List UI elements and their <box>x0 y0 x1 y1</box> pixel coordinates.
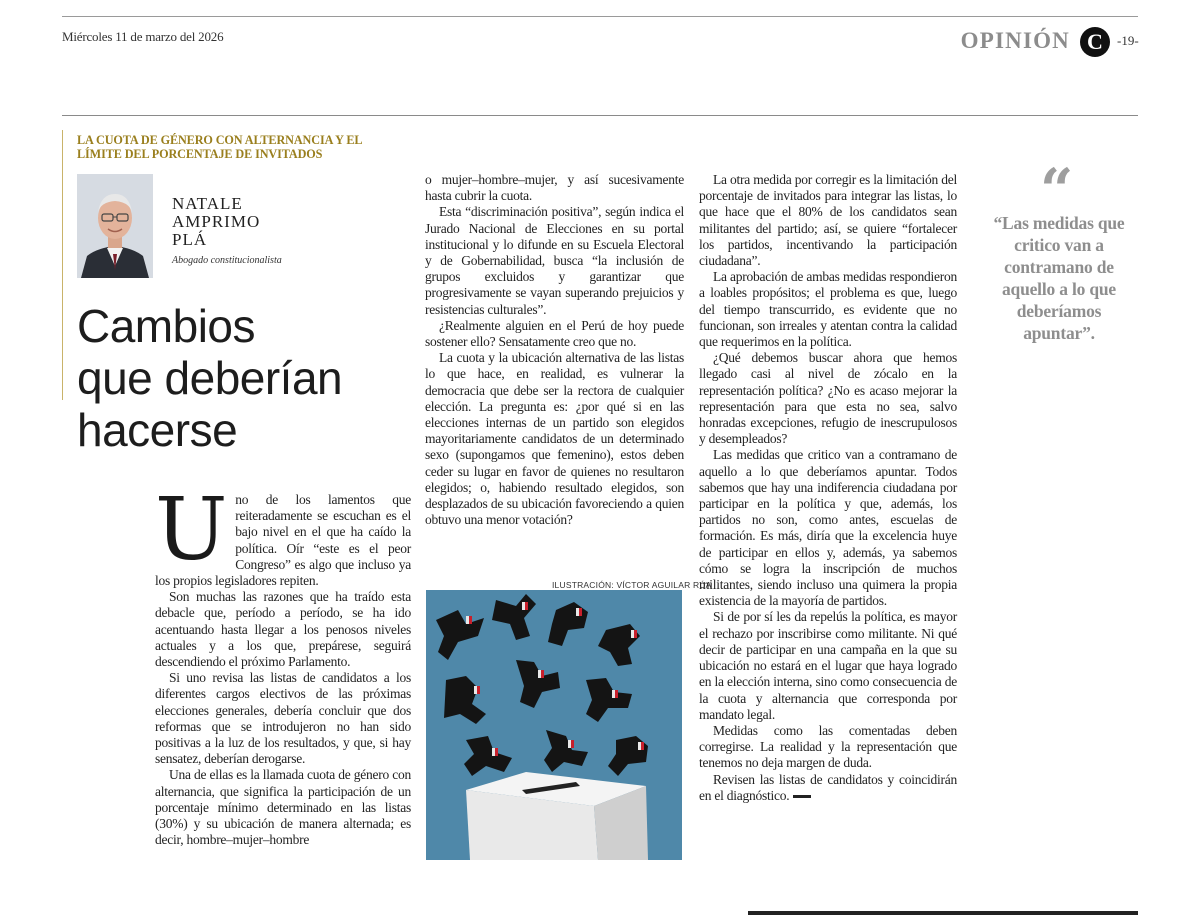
bottom-rule <box>748 911 1138 915</box>
paragraph <box>155 480 411 589</box>
paragraph: Si de por sí les da repelús la política, es mayor el rechazo por inscribirse como militante. Ni qué decir de participar en una campaña en la que su ubicación no estará en el lugar que haya logrado en la elección interna, sino como consecuencia de la cuota y alternancia que corresponda por mandato legal. <box>699 609 957 722</box>
illustration-credit: ILUSTRACIÓN: VÍCTOR AGUILAR RÚA <box>552 580 712 590</box>
body-column-1 <box>155 480 411 848</box>
author-name-line: NATALE <box>172 194 243 213</box>
paragraph-text: no de los lamentos que reiteradamente se escuchan es el bajo nivel en el que ha caído la política. Oír “este es el peor Congreso” es algo que incluso ya los propios legisladores repiten. <box>155 492 411 589</box>
author-name-line: PLÁ <box>172 230 208 249</box>
headline-line: hacerse <box>77 404 238 456</box>
drop-cap: U <box>155 480 228 580</box>
end-mark-icon <box>793 795 811 798</box>
author-name <box>172 195 372 249</box>
paragraph: Una de ellas es la llamada cuota de género con alternancia, que significa la participación de un porcentaje mínimo determinado en las listas (30%) y su ubicación de manera alternada; es decir, hombre–mujer–hombre <box>155 767 411 848</box>
author-photo <box>77 174 153 278</box>
paragraph: La otra medida por corregir es la limitación del porcentaje de invitados para integrar las listas, lo que hace que el 80% de los candidatos sean militantes del partido; así, se quiere “fortalecer los partidos, incentivando la participación ciudadana”. <box>699 172 957 269</box>
paragraph-text: Revisen las listas de candidatos y coincidirán en el diagnóstico. <box>699 771 957 803</box>
headline-line: Cambios <box>77 300 256 352</box>
paragraph: La aprobación de ambas medidas respondieron a loables propósitos; el problema es que, luego del tiempo transcurrido, es evidente que no funcionan, son irreales y atentan contra la calidad que requerimos en la política. <box>699 269 957 350</box>
ballot-box-illustration <box>426 590 682 860</box>
body-column-2 <box>425 172 684 528</box>
author-role: Abogado constitucionalista <box>172 255 282 266</box>
column-accent-line <box>62 130 63 400</box>
ballot-figures-icon <box>426 590 682 860</box>
paragraph: o mujer–hombre–mujer, y así sucesivamente hasta cubrir la cuota. <box>425 172 684 204</box>
top-rule <box>62 16 1138 17</box>
pull-quote: “Las medidas que critico van a contramano de aquello a lo que deberíamos apuntar”. <box>993 213 1125 343</box>
newspaper-logo-icon: C <box>1080 27 1110 57</box>
article-headline <box>77 300 407 456</box>
paragraph: La cuota y la ubicación alternativa de las listas lo que hace, en realidad, es vulnerar la democracia que debe ser la rectora de cualquier elección. La pregunta es: ¿por qué si en las elecciones internas de un partido son elegidos mayoritariamente candidatos de un determinado sexo (supongamos que femenino), estos deben ceder su lugar en favor de quienes no resultaron elegidos; o, habiendo resultado elegidos, son desplazados de su ubicación favoreciendo a quien obtuvo una menor votación? <box>425 350 684 528</box>
paragraph: Medidas como las comentadas deben corregirse. La realidad y la representación que tenemos no deja margen de duda. <box>699 722 957 771</box>
author-name-line: AMPRIMO <box>172 212 261 231</box>
paragraph: ¿Realmente alguien en el Perú de hoy puede sostener ello? Sensatamente creo que no. <box>425 317 684 350</box>
section-title: OPINIÓN <box>960 28 1070 53</box>
paragraph: Si uno revisa las listas de candidatos a los diferentes cargos electivos de las próximas elecciones generales, debería concluir que dos reformas que se introdujeron no han sido positivas a la luz de los resultados, y que, si hay sensatez, deberían derogarse. <box>155 670 411 767</box>
headline-line: que deberían <box>77 352 343 404</box>
paragraph: Las medidas que critico van a contramano de aquello a lo que deberíamos apuntar. Todos sabemos que hay una indiferencia ciudadana por participar en la política y que, además, los partidos no son, como antes, escuelas de formación. Es más, diría que la excelencia huye de participar en ellos y, además, ya sabemos cómo se logra la inscripción de muchos militantes, siendo incluso una quimera la propia existencia de la mayoría de partidos. <box>699 447 957 609</box>
paragraph: Esta “discriminación positiva”, según indica el Jurado Nacional de Elecciones en su portal institucional y lo difunde en su Escuela Electoral y de Gobernabilidad, busca “la inclusión de grupos excluidos y garantizar que progresivamente se vayan superando prejuicios y resistencias culturales”. <box>425 204 684 317</box>
paragraph: Son muchas las razones que ha traído esta debacle que, período a período, se ha ido acentuando hasta llegar a los penosos niveles actuales y a los que, prepárese, seguirá descendiendo el próximo Parlamento. <box>155 589 411 670</box>
header-rule <box>62 115 1138 116</box>
article-kicker: LA CUOTA DE GÉNERO CON ALTERNANCIA Y EL LÍMITE DEL PORCENTAJE DE INVITADOS <box>77 133 362 161</box>
paragraph <box>699 772 957 804</box>
author-portrait-icon <box>77 174 153 278</box>
paragraph: ¿Qué debemos buscar ahora que hemos llegado casi al nivel de zócalo en la representación política? ¿No es acaso mejorar la representación para que esta no sea, salvo honradas excepciones, refugio de inescrupulosos y desempleados? <box>699 350 957 447</box>
body-column-3 <box>699 172 957 804</box>
quote-marks-icon: “ <box>1040 156 1074 224</box>
issue-date: Miércoles 11 de marzo del 2026 <box>62 29 224 44</box>
page-number: -19- <box>1117 33 1139 48</box>
